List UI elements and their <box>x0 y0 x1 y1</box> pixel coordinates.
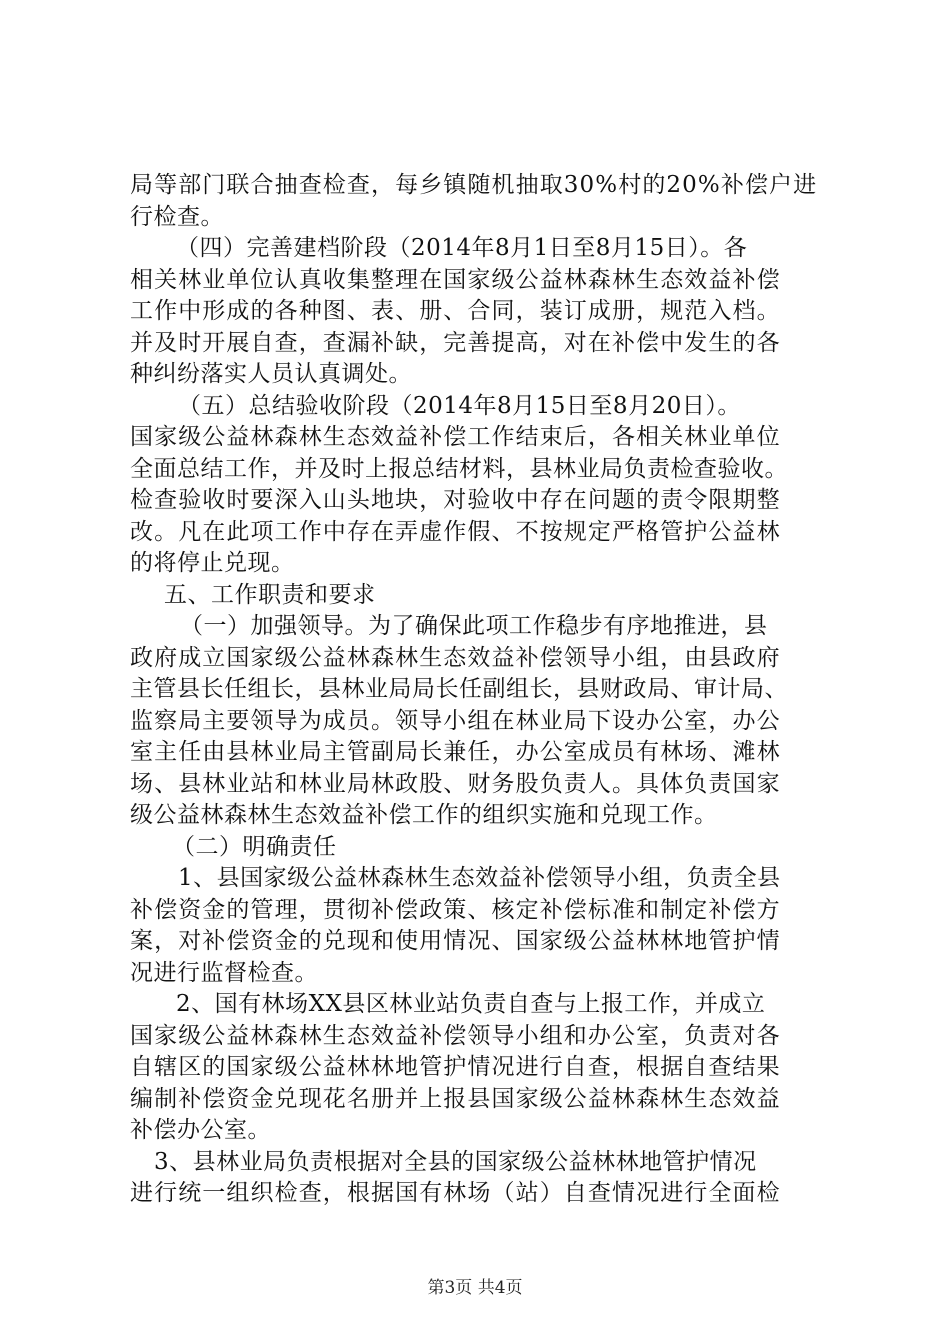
text-line: 况进行监督检查。 <box>130 959 318 986</box>
text-line: 种纠纷落实人员认真调处。 <box>130 361 412 387</box>
text-line: 政府成立国家级公益林森林生态效益补偿领导小组，由县政府 <box>130 644 781 671</box>
text-line: 室主任由县林业局主管副局长兼任，办公室成员有林场、滩林 <box>130 739 781 765</box>
text-line: 监察局主要领导为成员。领导小组在林业局下设办公室，办公 <box>130 707 781 734</box>
text-line: 全面总结工作，并及时上报总结材料，县林业局负责检查验收。 <box>130 455 788 482</box>
text-line: 自辖区的国家级公益林林地管护情况进行自查，根据自查结果 <box>130 1054 781 1080</box>
section-heading: 五、工作职责和要求 <box>164 581 376 608</box>
section-heading: （五）总结验收阶段（2014年8月15日至8月20日）。 <box>178 392 741 419</box>
text-line: 局等部门联合抽查检查，每乡镇随机抽取30%村的20%补偿户进 <box>130 172 818 198</box>
text-line: 的将停止兑现。 <box>130 550 295 576</box>
text-line: 行检查。 <box>130 203 224 230</box>
text-line: 编制补偿资金兑现花名册并上报县国家级公益林森林生态效益 <box>130 1085 781 1112</box>
text-line: （一）加强领导。为了确保此项工作稳步有序地推进，县 <box>180 613 768 639</box>
text-line: 补偿资金的管理，贯彻补偿政策、核定补偿标准和制定补偿方 <box>130 896 781 923</box>
text-line: 改。凡在此项工作中存在弄虚作假、不按规定严格管护公益林 <box>130 518 781 545</box>
text-line: 进行统一组织检查，根据国有林场（站）自查情况进行全面检 <box>130 1180 781 1206</box>
text-line: 补偿办公室。 <box>130 1117 271 1143</box>
text-line: 2、国有林场XX县区林业站负责自查与上报工作，并成立 <box>176 991 766 1017</box>
text-line: 场、县林业站和林业局林政股、财务股负责人。具体负责国家 <box>130 770 781 797</box>
document-body <box>130 170 830 1210</box>
text-line: 主管县长任组长，县林业局局长任副组长，县财政局、审计局、 <box>130 676 788 702</box>
section-heading: （二）明确责任 <box>172 833 337 860</box>
text-line: 3、县林业局负责根据对全县的国家级公益林林地管护情况 <box>154 1148 757 1175</box>
text-line: 级公益林森林生态效益补偿工作的组织实施和兑现工作。 <box>130 802 718 828</box>
text-line: 工作中形成的各种图、表、册、合同，装订成册，规范入档。 <box>130 298 781 324</box>
text-line: 1、县国家级公益林森林生态效益补偿领导小组，负责全县 <box>178 865 781 891</box>
text-line: 国家级公益林森林生态效益补偿领导小组和办公室，负责对各 <box>130 1022 781 1049</box>
text-line: 相关林业单位认真收集整理在国家级公益林森林生态效益补偿 <box>130 266 781 293</box>
text-line: 国家级公益林森林生态效益补偿工作结束后，各相关林业单位 <box>130 424 781 450</box>
text-line: 案，对补偿资金的兑现和使用情况、国家级公益林林地管护情 <box>130 928 781 954</box>
section-heading: （四）完善建档阶段（2014年8月1日至8月15日）。各 <box>176 235 748 261</box>
text-line: 并及时开展自查，查漏补缺，完善提高，对在补偿中发生的各 <box>130 329 781 356</box>
text-line: 检查验收时要深入山头地块，对验收中存在问题的责令限期整 <box>130 487 781 513</box>
page-number: 第3页 共4页 <box>427 1278 523 1298</box>
